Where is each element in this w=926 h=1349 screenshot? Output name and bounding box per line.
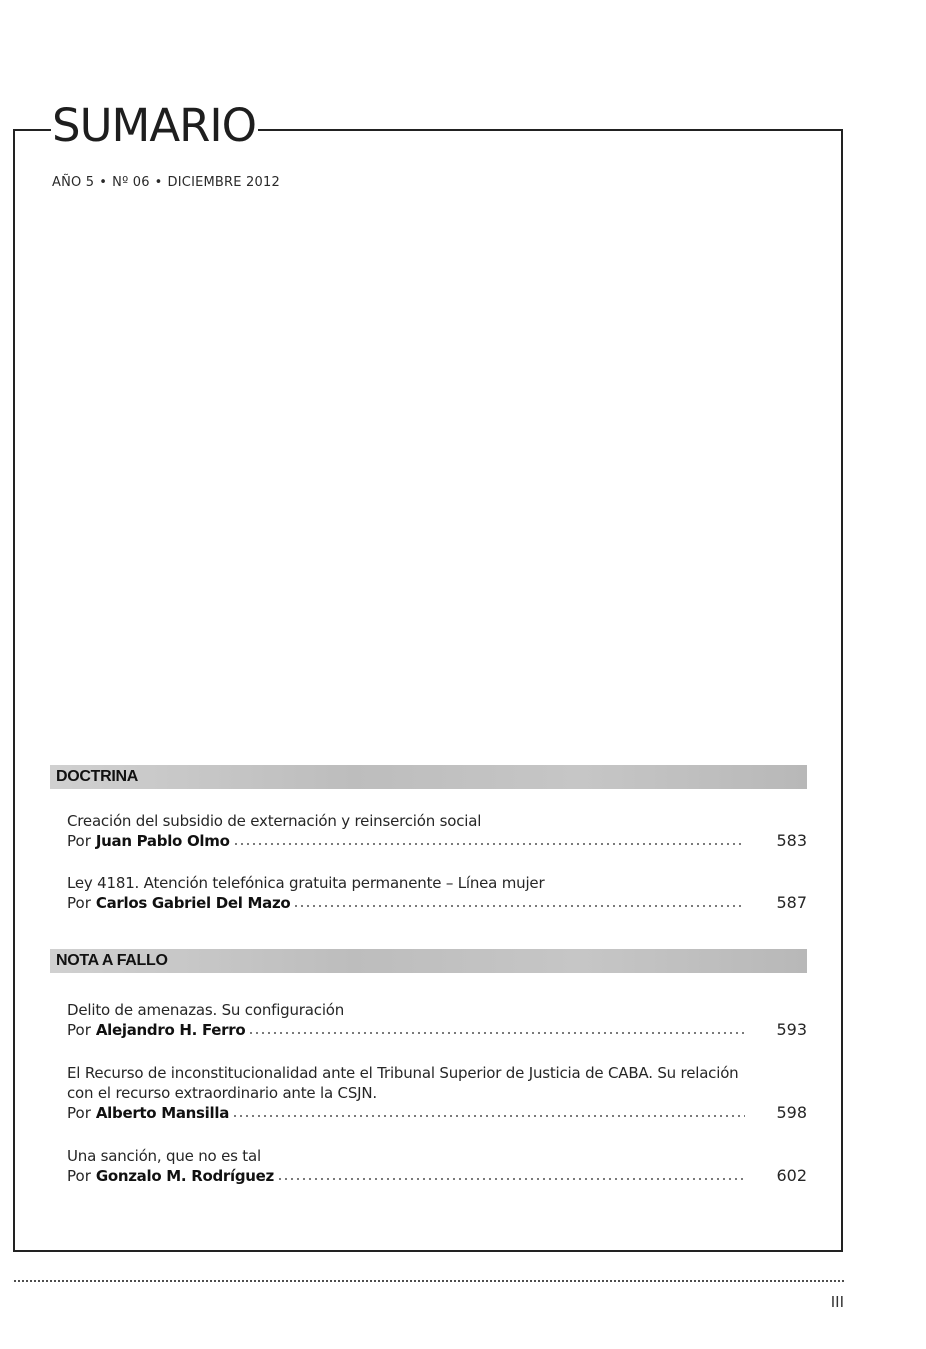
toc-entry[interactable] (67, 1063, 807, 1123)
frame-top-rule-right (258, 129, 843, 131)
entry-page-number: 598 (776, 1103, 807, 1122)
entry-title: Delito de amenazas. Su configuración (67, 1001, 345, 1019)
issue-separator: • (99, 175, 108, 190)
footer-dotted-rule (13, 1280, 844, 1282)
toc-entry[interactable] (67, 1146, 807, 1186)
dot-leader (293, 905, 745, 907)
entry-author: Juan Pablo Olmo (95, 832, 230, 850)
entry-byline (67, 1166, 807, 1186)
by-prefix: Por (67, 894, 91, 912)
entry-author: Carlos Gabriel Del Mazo (95, 894, 291, 912)
dot-leader (233, 843, 745, 845)
by-prefix: Por (67, 1104, 91, 1122)
entry-title: Una sanción, que no es tal (67, 1147, 261, 1165)
entry-byline (67, 1020, 807, 1040)
entry-byline (67, 893, 807, 913)
dot-leader (248, 1032, 745, 1034)
page-title: SUMARIO (52, 99, 257, 152)
by-prefix: Por (67, 1021, 91, 1039)
toc-entry[interactable] (67, 873, 807, 913)
section-header-doctrina (50, 765, 807, 789)
entry-byline (67, 1103, 807, 1123)
entry-author: Alejandro H. Ferro (95, 1021, 246, 1039)
issue-info (52, 174, 280, 192)
issue-number: Nº 06 (112, 175, 150, 190)
dot-leader (277, 1178, 745, 1180)
section-label: DOCTRINA (56, 768, 139, 785)
entry-title: Ley 4181. Atención telefónica gratuita permanente – Línea mujer (67, 874, 545, 892)
issue-year: AÑO 5 (52, 175, 95, 190)
entry-page-number: 602 (776, 1166, 807, 1185)
entry-byline (67, 831, 807, 851)
entry-author: Gonzalo M. Rodríguez (95, 1167, 274, 1185)
page-folio: III (830, 1293, 844, 1311)
section-header-nota-a-fallo (50, 949, 807, 973)
by-prefix: Por (67, 1167, 91, 1185)
issue-separator: • (154, 175, 163, 190)
dot-leader (232, 1115, 745, 1117)
entry-page-number: 583 (776, 831, 807, 850)
issue-date: DICIEMBRE 2012 (167, 175, 280, 190)
toc-entry[interactable] (67, 1000, 807, 1040)
by-prefix: Por (67, 832, 91, 850)
entry-page-number: 587 (776, 893, 807, 912)
section-label: NOTA A FALLO (56, 952, 168, 969)
entry-author: Alberto Mansilla (95, 1104, 230, 1122)
entry-title: Creación del subsidio de externación y reinserción social (67, 812, 482, 830)
frame-top-rule-left (13, 129, 51, 131)
toc-entry[interactable] (67, 811, 807, 851)
entry-title: El Recurso de inconstitucionalidad ante el Tribunal Superior de Justicia de CABA. Su relación con el recurso extraordinario ante la CSJN. (67, 1064, 739, 1102)
entry-page-number: 593 (776, 1020, 807, 1039)
